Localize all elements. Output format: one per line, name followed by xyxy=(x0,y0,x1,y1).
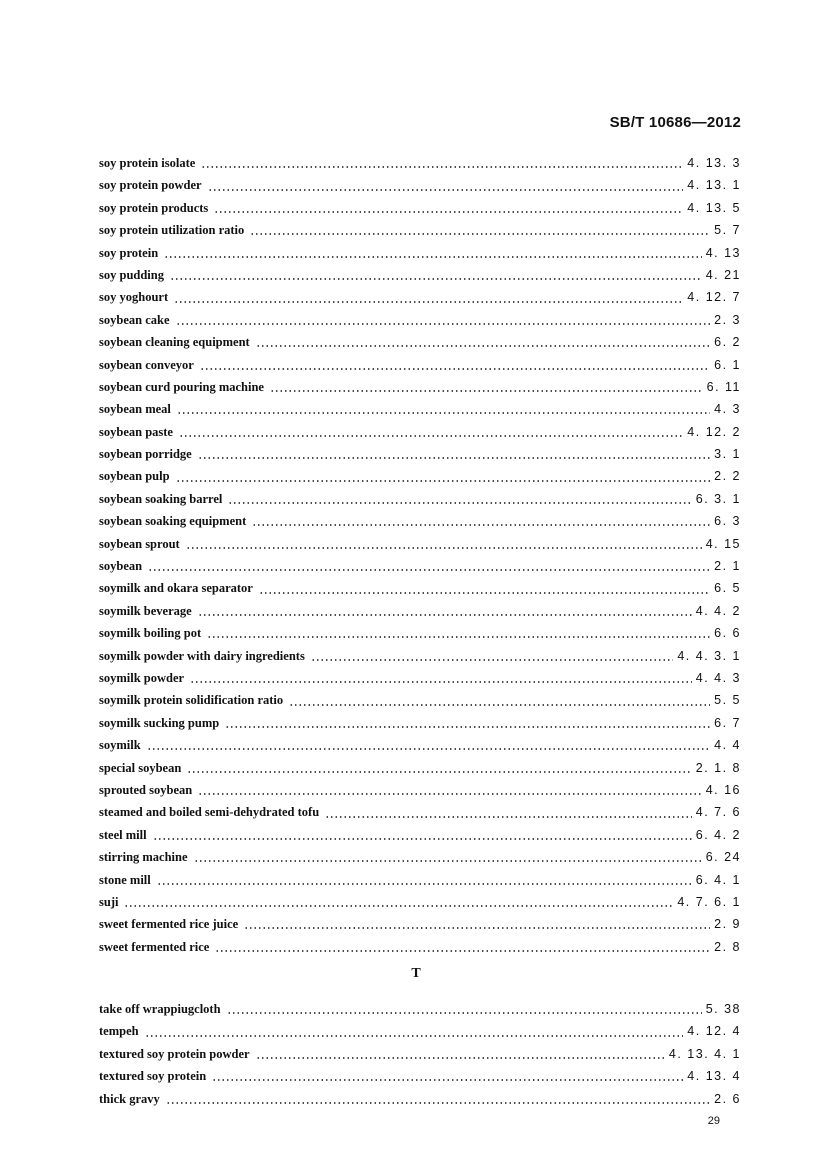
index-entry xyxy=(99,445,741,467)
clause-reference: 6. 2 xyxy=(714,335,741,350)
index-entry xyxy=(99,871,741,893)
clause-reference: 4. 13. 4 xyxy=(687,1069,741,1084)
index-term: soybean conveyor xyxy=(99,357,194,372)
index-term: tempeh xyxy=(99,1024,139,1039)
dot-leader xyxy=(208,189,684,191)
dot-leader xyxy=(215,950,710,952)
clause-reference: 6. 5 xyxy=(714,581,741,596)
index-entry xyxy=(99,736,741,758)
index-entry xyxy=(99,759,741,781)
dot-leader xyxy=(157,883,692,885)
clause-reference: 4. 21 xyxy=(705,267,741,282)
index-term: soybean cake xyxy=(99,312,170,327)
clause-reference: 4. 12. 4 xyxy=(687,1024,741,1039)
dot-leader xyxy=(244,927,710,929)
index-entry xyxy=(99,467,741,489)
clause-reference: 6. 4. 2 xyxy=(695,827,741,842)
clause-reference: 5. 7 xyxy=(714,223,741,238)
index-term: special soybean xyxy=(99,760,182,775)
index-entry xyxy=(99,1022,741,1044)
index-entry xyxy=(99,400,741,422)
clause-reference: 5. 38 xyxy=(705,1002,741,1016)
clause-reference: 3. 1 xyxy=(714,447,741,462)
dot-leader xyxy=(148,569,710,571)
dot-leader xyxy=(177,412,710,414)
dot-leader xyxy=(228,502,691,504)
index-term: soymilk boiling pot xyxy=(99,626,202,641)
clause-reference: 6. 24 xyxy=(705,850,741,865)
clause-reference: 6. 4. 1 xyxy=(695,872,741,887)
dot-leader xyxy=(250,233,710,235)
index-entry xyxy=(99,602,741,624)
dot-leader xyxy=(187,771,691,773)
index-term: soy protein powder xyxy=(99,178,202,193)
index-entry xyxy=(99,378,741,400)
index-entry xyxy=(99,1067,741,1089)
clause-reference: 4. 4. 3. 1 xyxy=(677,648,741,663)
index-entry xyxy=(99,490,741,512)
index-entry xyxy=(99,244,741,266)
index-term: thick gravy xyxy=(99,1091,160,1106)
dot-leader xyxy=(201,166,683,168)
index-term: sweet fermented rice xyxy=(99,939,210,954)
index-term: soymilk beverage xyxy=(99,603,192,618)
index-entry xyxy=(99,1045,741,1067)
clause-reference: 2. 6 xyxy=(714,1091,741,1106)
clause-reference: 2. 1 xyxy=(714,559,741,574)
index-entry xyxy=(99,557,741,579)
dot-leader xyxy=(225,726,710,728)
index-list-t xyxy=(99,1000,741,1112)
index-entry xyxy=(99,826,741,848)
clause-reference: 4. 13. 1 xyxy=(687,178,741,193)
dot-leader xyxy=(259,592,710,594)
index-entry xyxy=(99,647,741,669)
clause-reference: 4. 13 xyxy=(705,245,741,260)
clause-reference: 4. 16 xyxy=(705,782,741,797)
index-entry xyxy=(99,714,741,736)
dot-leader xyxy=(200,368,710,370)
dot-leader xyxy=(147,748,710,750)
clause-reference: 4. 4 xyxy=(714,738,741,753)
index-term: steel mill xyxy=(99,827,147,842)
index-term: soymilk sucking pump xyxy=(99,715,220,730)
clause-reference: 5. 5 xyxy=(714,693,741,708)
index-term: soy protein utilization ratio xyxy=(99,223,245,238)
index-term: textured soy protein powder xyxy=(99,1046,250,1061)
index-entry xyxy=(99,266,741,288)
index-entry xyxy=(99,423,741,445)
dot-leader xyxy=(198,457,710,459)
index-entry xyxy=(99,938,741,960)
dot-leader xyxy=(212,1079,683,1081)
dot-leader xyxy=(124,905,673,907)
index-term: textured soy protein xyxy=(99,1069,207,1084)
dot-leader xyxy=(311,659,674,661)
clause-reference: 4. 13. 3 xyxy=(687,156,741,170)
index-term: soybean soaking barrel xyxy=(99,491,223,506)
index-entry xyxy=(99,154,741,176)
dot-leader xyxy=(256,1057,665,1059)
index-term: soy protein xyxy=(99,245,159,260)
dot-leader xyxy=(198,793,701,795)
index-term: sprouted soybean xyxy=(99,782,193,797)
clause-reference: 4. 7. 6 xyxy=(695,805,741,820)
index-term: soymilk powder with dairy ingredients xyxy=(99,648,305,663)
clause-reference: 2. 2 xyxy=(714,469,741,484)
index-entry xyxy=(99,1090,741,1112)
index-entry xyxy=(99,288,741,310)
index-term: soybean xyxy=(99,559,143,574)
index-term: soybean pulp xyxy=(99,469,170,484)
clause-reference: 2. 1. 8 xyxy=(695,760,741,775)
index-entry xyxy=(99,1000,741,1022)
dot-leader xyxy=(145,1035,684,1037)
index-entry xyxy=(99,199,741,221)
index-term: soymilk protein solidification ratio xyxy=(99,693,284,708)
dot-leader xyxy=(198,614,692,616)
index-entry xyxy=(99,848,741,870)
clause-reference: 4. 12. 2 xyxy=(687,424,741,439)
dot-leader xyxy=(252,524,710,526)
dot-leader xyxy=(270,390,703,392)
dot-leader xyxy=(190,681,692,683)
clause-reference: 4. 13. 5 xyxy=(687,200,741,215)
index-term: stirring machine xyxy=(99,850,188,865)
section-heading-t: T xyxy=(411,966,421,981)
index-term: steamed and boiled semi-dehydrated tofu xyxy=(99,805,320,820)
index-term: stone mill xyxy=(99,872,151,887)
index-term: take off wrappiugcloth xyxy=(99,1002,221,1016)
dot-leader xyxy=(194,860,702,862)
index-term: soymilk and okara separator xyxy=(99,581,253,596)
index-term: soybean paste xyxy=(99,424,173,439)
clause-reference: 6. 7 xyxy=(714,715,741,730)
index-term: soymilk powder xyxy=(99,670,185,685)
dot-leader xyxy=(214,211,683,213)
clause-reference: 6. 6 xyxy=(714,626,741,641)
dot-leader xyxy=(164,256,702,258)
dot-leader xyxy=(174,301,683,303)
index-entry xyxy=(99,221,741,243)
index-entry xyxy=(99,893,741,915)
clause-reference: 6. 3 xyxy=(714,514,741,529)
dot-leader xyxy=(170,278,702,280)
index-entry xyxy=(99,691,741,713)
page-number: 29 xyxy=(707,1115,720,1127)
dot-leader xyxy=(176,480,711,482)
index-term: soybean meal xyxy=(99,402,171,417)
clause-reference: 4. 4. 3 xyxy=(695,670,741,685)
dot-leader xyxy=(207,636,710,638)
index-entry xyxy=(99,333,741,355)
dot-leader xyxy=(289,704,710,706)
index-term: soybean soaking equipment xyxy=(99,514,247,529)
dot-leader xyxy=(227,1012,702,1014)
clause-reference: 4. 4. 2 xyxy=(695,603,741,618)
index-entry xyxy=(99,579,741,601)
dot-leader xyxy=(153,838,692,840)
index-list-s xyxy=(99,154,741,960)
index-entry xyxy=(99,803,741,825)
index-term: soybean curd pouring machine xyxy=(99,379,264,394)
dot-leader xyxy=(176,323,711,325)
index-term: soymilk xyxy=(99,738,141,753)
dot-leader xyxy=(256,345,710,347)
clause-reference: 6. 11 xyxy=(706,379,741,394)
clause-reference: 2. 8 xyxy=(714,939,741,954)
index-term: soy protein products xyxy=(99,200,209,215)
index-term: soybean cleaning equipment xyxy=(99,335,250,350)
clause-reference: 4. 3 xyxy=(714,402,741,417)
clause-reference: 2. 9 xyxy=(714,917,741,932)
clause-reference: 4. 15 xyxy=(705,536,741,551)
clause-reference: 4. 13. 4. 1 xyxy=(668,1046,741,1061)
dot-leader xyxy=(186,547,702,549)
dot-leader xyxy=(166,1102,710,1104)
index-entry xyxy=(99,535,741,557)
index-entry xyxy=(99,915,741,937)
clause-reference: 6. 1 xyxy=(714,357,741,372)
index-term: soy yoghourt xyxy=(99,290,169,305)
index-entry xyxy=(99,356,741,378)
index-entry xyxy=(99,624,741,646)
index-term: soybean porridge xyxy=(99,447,192,462)
dot-leader xyxy=(325,816,692,818)
index-term: soybean sprout xyxy=(99,536,180,551)
index-term: sweet fermented rice juice xyxy=(99,917,239,932)
clause-reference: 4. 7. 6. 1 xyxy=(677,894,741,909)
dot-leader xyxy=(179,435,683,437)
clause-reference: 4. 12. 7 xyxy=(687,290,741,305)
index-term: suji xyxy=(99,894,119,909)
index-term: soy pudding xyxy=(99,267,164,282)
index-entry xyxy=(99,176,741,198)
index-entry xyxy=(99,311,741,333)
index-entry xyxy=(99,512,741,534)
index-term: soy protein isolate xyxy=(99,156,196,170)
clause-reference: 6. 3. 1 xyxy=(695,491,741,506)
document-code: SB/T 10686—2012 xyxy=(609,114,741,131)
index-entry xyxy=(99,669,741,691)
index-entry xyxy=(99,781,741,803)
clause-reference: 2. 3 xyxy=(714,312,741,327)
